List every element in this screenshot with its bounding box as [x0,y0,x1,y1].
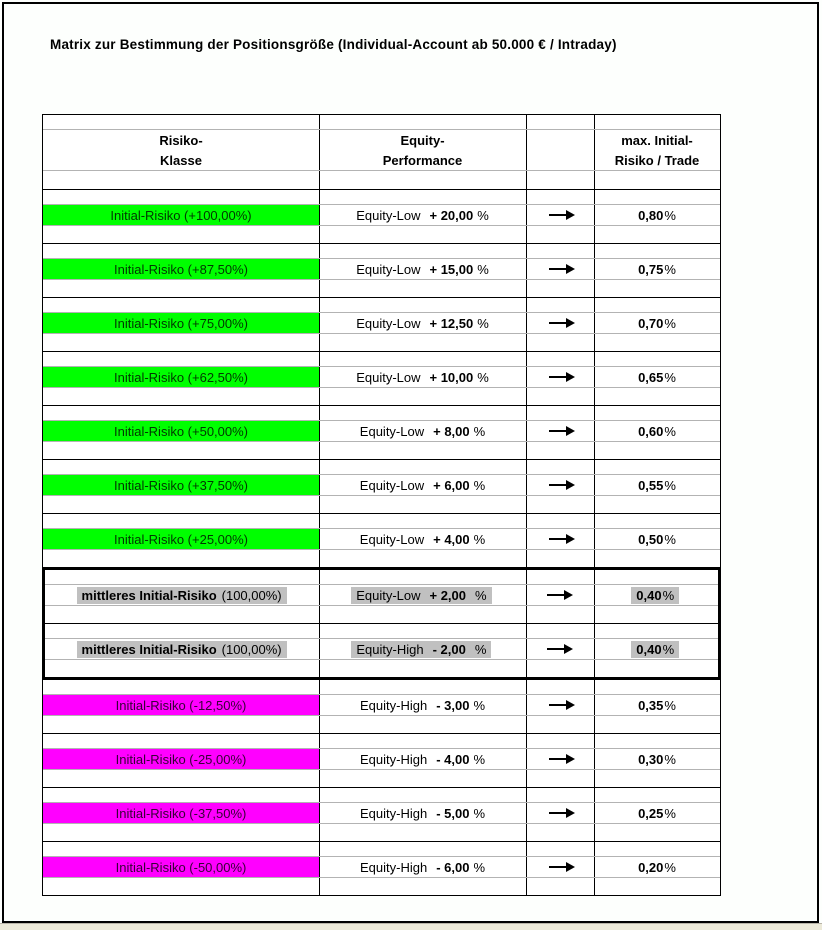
right-arrow-icon [549,538,566,540]
percent-sign: % [664,531,676,547]
spacer-row [43,190,720,205]
equity-performance-cell [319,475,526,495]
equity-highlight [351,587,491,604]
equity-label: Equity-Low [356,315,421,331]
spacer-row [43,842,720,857]
risk-class-label: Initial-Risiko (+62,50%) [113,369,249,385]
table-row-group [43,352,720,406]
risk-class-cell [43,803,319,823]
risk-class-cell [45,585,318,605]
right-arrow-icon [547,594,564,596]
max-risk-cell [592,639,718,659]
window-edge-strip [0,923,822,930]
equity-label: Equity-Low [356,369,421,385]
equity-value: + 10,00 [429,369,474,385]
percent-sign: % [664,423,676,439]
table-row-group [45,624,718,677]
max-risk-cell [594,695,720,715]
arrow-cell [526,803,594,823]
equity-performance-cell [319,529,526,549]
percent-sign: % [473,531,486,547]
max-risk-value: 0,30 [638,751,664,767]
arrow-cell [526,313,594,333]
equity-performance-cell [319,857,526,877]
spacer-row [43,770,720,787]
equity-label: Equity-Low [356,261,421,277]
right-arrow-icon [547,648,564,650]
max-risk-cell [594,205,720,225]
percent-sign: % [473,477,486,493]
max-risk-value: 0,80 [638,207,664,223]
page-title: Matrix zur Bestimmung der Positionsgröße (Individual-Account ab 50.000 € / Intraday) [50,37,617,52]
equity-value: - 5,00 [436,805,470,821]
arrow-cell [526,259,594,279]
arrow-cell [526,529,594,549]
percent-sign: % [664,697,676,713]
table-row-group [43,460,720,514]
percent-sign: % [473,751,485,767]
spacer-row [45,570,718,585]
max-risk-value: 0,40 [636,587,662,603]
spacer-row [43,734,720,749]
risk-class-cell [45,639,318,659]
right-arrow-icon [549,268,566,270]
arrow-cell [526,367,594,387]
max-risk-cell [594,857,720,877]
risk-class-label: Initial-Risiko (+87,50%) [113,261,249,277]
spacer-row [43,550,720,567]
spacer-row [43,680,720,695]
spacer-row [43,824,720,841]
arrow-cell [526,205,594,225]
risk-class-cell [43,475,319,495]
equity-label: Equity-High [359,805,428,821]
equity-value: - 2,00 [432,641,466,657]
percent-sign: % [477,207,489,223]
max-risk-cell [594,475,720,495]
risk-class-cell [43,313,319,333]
risk-class-label: Initial-Risiko (-37,50%) [115,805,247,821]
spacer-row [43,226,720,243]
equity-performance-cell [318,639,524,659]
header-arrow-col [526,150,594,170]
spacer-row [43,496,720,513]
max-risk-value: 0,35 [638,697,664,713]
equity-performance-cell [319,803,526,823]
percent-sign: % [664,751,676,767]
percent-sign: % [664,315,676,331]
max-risk-cell [594,259,720,279]
equity-performance-cell [319,695,526,715]
spacer-row [43,788,720,803]
risk-matrix-table [42,114,721,896]
right-arrow-icon [549,484,566,486]
percent-sign: % [473,697,485,713]
equity-label: Equity-Low [359,531,425,547]
equity-value: - 4,00 [436,751,470,767]
right-arrow-icon [549,322,566,324]
percent-sign: % [664,477,676,493]
percent-sign: % [662,641,675,657]
risk-class-rest-text: (100,00%) [221,587,282,603]
risk-class-label: Initial-Risiko (-25,00%) [115,751,247,767]
max-risk-value: 0,50 [638,531,664,547]
equity-label: Equity-High [359,859,428,875]
equity-performance-cell [319,205,526,225]
spacer-row [43,716,720,733]
table-row-group [43,244,720,298]
equity-label: Equity-Low [356,587,421,603]
equity-value: + 12,50 [429,315,474,331]
right-arrow-icon [549,812,566,814]
right-arrow-icon [549,430,566,432]
max-risk-value: 0,55 [638,477,664,493]
table-row-group [43,788,720,842]
percent-sign: % [664,805,676,821]
percent-sign: % [662,587,675,603]
neutral-risk-box [42,567,721,680]
equity-performance-cell [319,313,526,333]
arrow-cell [525,639,593,659]
spacer-row [45,606,718,623]
risk-class-cell [43,421,319,441]
equity-value: - 6,00 [436,859,470,875]
max-risk-cell [594,803,720,823]
table-row-group [45,570,718,624]
table-row-group [43,190,720,244]
equity-label: Equity-High [356,641,424,657]
equity-label: Equity-Low [359,423,425,439]
equity-performance-cell [319,749,526,769]
spacer-row [43,115,720,130]
table-row-group [43,680,720,734]
header-risk-class-line2: Klasse [160,152,202,168]
max-risk-value: 0,20 [638,859,664,875]
equity-label: Equity-High [359,697,428,713]
percent-sign: % [664,369,676,385]
percent-sign: % [474,641,487,657]
spacer-row [43,442,720,459]
spacer-row [43,460,720,475]
equity-value: + 8,00 [433,423,470,439]
equity-value: + 15,00 [429,261,474,277]
spacer-row [43,514,720,529]
max-risk-cell [594,313,720,333]
risk-class-label [77,587,287,604]
max-risk-cell [594,749,720,769]
header-risk-class-line1: Risiko- [159,132,203,148]
max-risk-value: 0,65 [638,369,664,385]
spacer-row [43,388,720,405]
spacer-row [43,352,720,367]
right-arrow-icon [549,866,566,868]
percent-sign: % [477,315,489,331]
arrow-cell [525,585,593,605]
risk-class-cell [43,749,319,769]
equity-value: + 2,00 [429,587,467,603]
risk-class-label: Initial-Risiko (+25,00%) [113,531,249,547]
max-risk-highlight [631,641,679,658]
arrow-cell [526,695,594,715]
spacer-row [43,244,720,259]
max-risk-cell [592,585,718,605]
risk-class-label: Initial-Risiko (+50,00%) [113,423,249,439]
risk-class-label [77,641,287,658]
header-max-risk-line1: max. Initial- [621,132,693,148]
spacer-row [43,298,720,313]
percent-sign: % [473,423,486,439]
header-max-risk-line2: Risiko / Trade [614,152,700,168]
equity-value: + 6,00 [433,477,470,493]
spacer-row [43,280,720,297]
header-arrow-col [526,130,594,150]
equity-value: - 3,00 [436,697,470,713]
max-risk-value: 0,75 [638,261,664,277]
percent-sign: % [664,261,676,277]
percent-sign: % [477,261,489,277]
right-arrow-icon [549,758,566,760]
risk-class-cell [43,367,319,387]
equity-performance-cell [319,421,526,441]
spacer-row [43,406,720,421]
risk-class-cell [43,205,319,225]
equity-performance-cell [318,585,524,605]
percent-sign: % [477,369,489,385]
risk-class-cell [43,529,319,549]
equity-performance-cell [319,367,526,387]
spacer-row [43,334,720,351]
risk-class-cell [43,259,319,279]
max-risk-value: 0,40 [636,641,662,657]
risk-class-bold-text: mittleres Initial-Risiko [81,587,217,603]
arrow-cell [526,421,594,441]
percent-sign: % [475,587,487,603]
max-risk-value: 0,60 [638,423,664,439]
arrow-cell [526,857,594,877]
spacer-row [45,660,718,677]
percent-sign: % [664,207,676,223]
max-risk-cell [594,421,720,441]
equity-value: + 4,00 [433,531,470,547]
header-equity-line2: Performance [382,152,463,168]
max-risk-value: 0,70 [638,315,664,331]
risk-class-label: Initial-Risiko (+75,00%) [113,315,249,331]
risk-class-cell [43,695,319,715]
right-arrow-icon [549,214,566,216]
header-equity-line1: Equity- [400,132,445,148]
percent-sign: % [473,859,485,875]
percent-sign: % [473,805,485,821]
risk-class-bold-text: mittleres Initial-Risiko [81,641,217,657]
equity-label: Equity-Low [356,207,421,223]
equity-performance-cell [319,259,526,279]
percent-sign: % [664,859,676,875]
table-row-group [43,406,720,460]
spacer-row [43,878,720,895]
arrow-cell [526,475,594,495]
right-arrow-icon [549,376,566,378]
max-risk-highlight [631,587,679,604]
table-header [43,115,720,190]
right-arrow-icon [549,704,566,706]
equity-value: + 20,00 [429,207,474,223]
table-row-group [43,514,720,567]
equity-highlight [351,641,491,658]
risk-class-label: Initial-Risiko (-50,00%) [115,859,247,875]
risk-class-label: Initial-Risiko (+100,00%) [110,207,252,223]
equity-label: Equity-Low [359,477,425,493]
spacer-row [43,171,720,189]
max-risk-cell [594,529,720,549]
risk-class-rest-text: (100,00%) [221,641,282,657]
max-risk-cell [594,367,720,387]
table-row-group [43,734,720,788]
table-row-group [43,298,720,352]
equity-label: Equity-High [359,751,428,767]
risk-class-label: Initial-Risiko (+37,50%) [113,477,249,493]
risk-class-cell [43,857,319,877]
risk-class-label: Initial-Risiko (-12,50%) [115,697,247,713]
arrow-cell [526,749,594,769]
max-risk-value: 0,25 [638,805,664,821]
spacer-row [45,624,718,639]
table-row-group [43,842,720,895]
